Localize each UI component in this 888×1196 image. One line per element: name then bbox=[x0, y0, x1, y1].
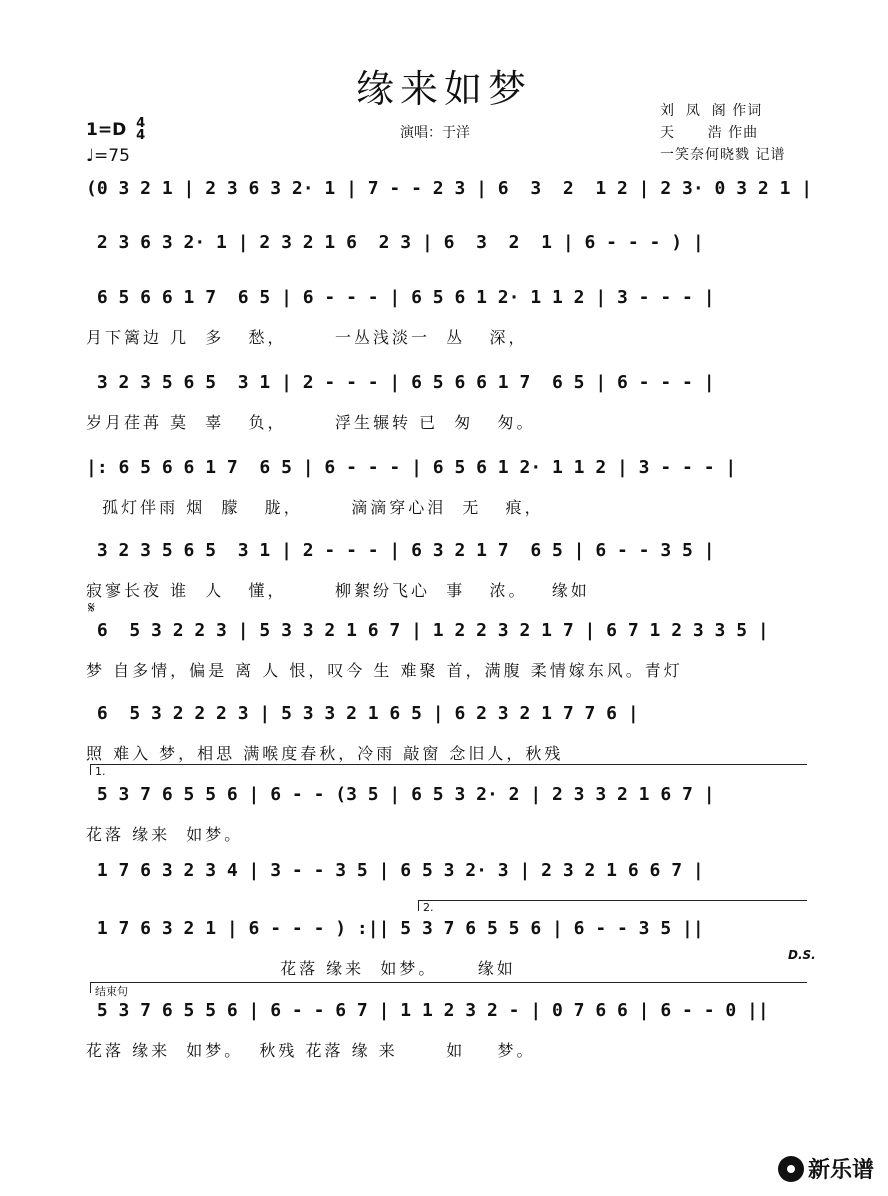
credits bbox=[660, 100, 785, 166]
lyrics: 照 难入 梦，相思 满喉度春秋，冷雨 敲窗 念旧人，秋残 bbox=[86, 744, 564, 763]
score-line-5 bbox=[86, 457, 806, 517]
score-line-4 bbox=[86, 372, 806, 432]
coda-bracket bbox=[90, 982, 807, 998]
time-signature bbox=[136, 118, 145, 142]
lyrics: 花落 缘来 如梦。 缘如 bbox=[86, 959, 516, 978]
notes: 6 5 3 2 2 2 3 | 5 3 3 2 1 6 5 | 6 2 3 2 1 7 7 6 | bbox=[86, 703, 639, 724]
lyrics: 寂寥长夜 谁 人 懂， 柳絮纷飞心 事 浓。 缘如 bbox=[86, 581, 590, 600]
time-top: 4 bbox=[136, 116, 146, 131]
singer: 演唱：于洋 bbox=[400, 125, 470, 141]
key-text: 1=D bbox=[86, 120, 127, 140]
coda-label: 结束句 bbox=[95, 985, 128, 998]
lyricist: 刘 凤 阁 作词 bbox=[660, 103, 763, 119]
notes: 3 2 3 5 6 5 3 1 | 2 - - - | 6 5 6 6 1 7 6 5 | 6 - - - | bbox=[86, 372, 715, 393]
notes: 1 7 6 3 2 1 | 6 - - - ) :|| 5 3 7 6 5 5 6 | 6 - - 3 5 || bbox=[86, 918, 704, 939]
tempo: ♩=75 bbox=[86, 146, 130, 166]
lyrics: 月下篱边 几 多 愁， 一丛浅淡一 丛 深， bbox=[86, 328, 528, 347]
second-ending-label: 2. bbox=[423, 901, 434, 914]
score-line-2 bbox=[86, 232, 806, 272]
score-line-10 bbox=[86, 860, 806, 900]
lyrics: 梦 自多情，偏是 离 人 恨，叹今 生 难聚 首，满腹 柔情嫁东风。青灯 bbox=[86, 661, 683, 680]
score-line-1 bbox=[86, 178, 813, 218]
notes: (0 3 2 1 | 2 3 6 3 2· 1 | 7 - - 2 3 | 6 3 2 1 2 | 2 3· 0 3 2 1 | bbox=[86, 178, 813, 199]
notes: 5 3 7 6 5 5 6 | 6 - - 6 7 | 1 1 2 3 2 - | 0 7 6 6 | 6 - - 0 || bbox=[86, 1000, 769, 1021]
first-ending-bracket bbox=[90, 764, 807, 778]
composer: 天 浩 作曲 bbox=[660, 125, 759, 141]
segno-mark: 𝄋 bbox=[88, 598, 95, 617]
key-signature bbox=[86, 118, 145, 142]
score-line-7 bbox=[86, 620, 806, 680]
notes: 2 3 6 3 2· 1 | 2 3 2 1 6 2 3 | 6 3 2 1 | 6 - - - ) | bbox=[86, 232, 704, 253]
score-line-12 bbox=[86, 1000, 806, 1060]
notes: 6 5 3 2 2 3 | 5 3 3 2 1 6 7 | 1 2 2 3 2 1 7 | 6 7 1 2 3 3 5 | bbox=[86, 620, 769, 641]
score-line-6 bbox=[86, 540, 806, 600]
lyrics: 岁月荏苒 莫 辜 负， 浮生辗转 已 匆 匆。 bbox=[86, 413, 536, 432]
site-logo bbox=[778, 1153, 874, 1184]
lyrics: 花落 缘来 如梦。 bbox=[86, 825, 244, 844]
notes: |: 6 5 6 6 1 7 6 5 | 6 - - - | 6 5 6 1 2· 1 1 2 | 3 - - - | bbox=[86, 457, 737, 478]
time-bottom: 4 bbox=[136, 128, 146, 143]
score-line-9 bbox=[86, 784, 806, 844]
ds-mark: D.S. bbox=[788, 948, 816, 962]
notes: 1 7 6 3 2 3 4 | 3 - - 3 5 | 6 5 3 2· 3 | 2 3 2 1 6 6 7 | bbox=[86, 860, 704, 881]
second-ending-bracket bbox=[418, 900, 807, 914]
notes: 6 5 6 6 1 7 6 5 | 6 - - - | 6 5 6 1 2· 1 1 2 | 3 - - - | bbox=[86, 287, 715, 308]
notes: 3 2 3 5 6 5 3 1 | 2 - - - | 6 3 2 1 7 6 5 | 6 - - 3 5 | bbox=[86, 540, 715, 561]
record-icon bbox=[778, 1156, 804, 1182]
score-line-8 bbox=[86, 703, 806, 763]
lyrics: 孤灯伴雨 烟 朦 胧， 滴滴穿心泪 无 痕， bbox=[86, 498, 544, 517]
notes: 5 3 7 6 5 5 6 | 6 - - (3 5 | 6 5 3 2· 2 | 2 3 3 2 1 6 7 | bbox=[86, 784, 715, 805]
lyrics: 花落 缘来 如梦。 秋残 花落 缘 来 如 梦。 bbox=[86, 1041, 536, 1060]
transcriber: 一笑奈何晓戮 记谱 bbox=[660, 147, 786, 163]
logo-text: 新乐谱 bbox=[807, 1158, 874, 1183]
song-title: 缘来如梦 bbox=[355, 67, 532, 111]
score-line-3 bbox=[86, 287, 806, 347]
first-ending-label: 1. bbox=[95, 765, 106, 778]
